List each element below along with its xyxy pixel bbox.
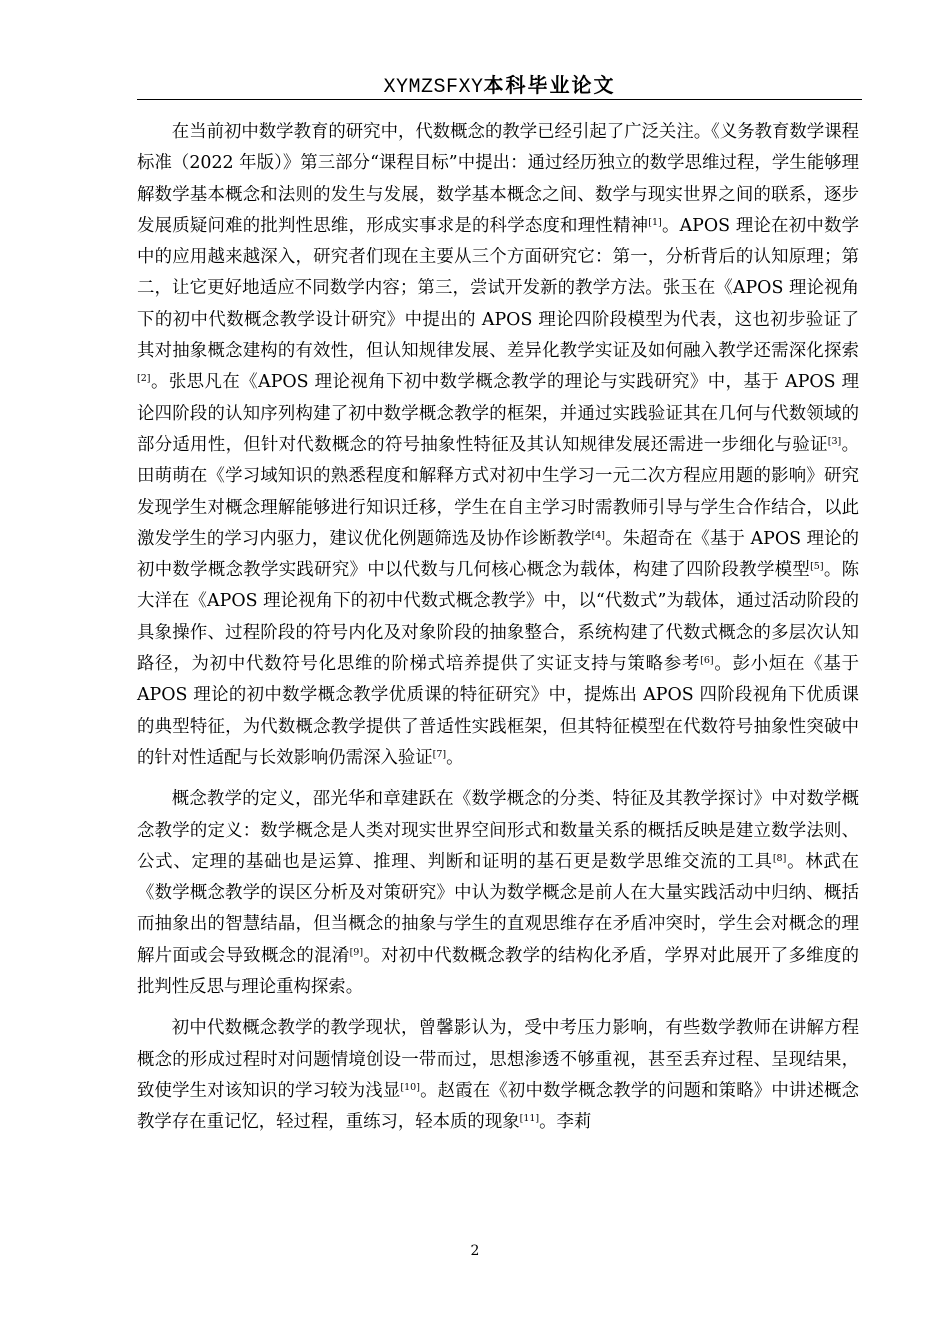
- body-text: [137, 117, 859, 1149]
- citation-ref: [6]: [700, 655, 714, 667]
- text-run: 。赵霞在《初中数学概念教学的问题和策略》中讲述概念教学存在重记忆，轻过程，重练习，轻本质的现象: [137, 1080, 859, 1133]
- paragraph: [137, 1013, 859, 1138]
- text-run: 。李莉: [539, 1112, 592, 1133]
- citation-ref: [7]: [432, 748, 447, 760]
- text-run: 。APOS 理论在初中数学中的应用越来越深入，研究者们现在主要从三个方面研究它：第一，分析背后的认知原理；第二，让它更好地适应不同数学内容；第三，尝试开发新的教学方法。张玉在《APOS 理论视角下的初中代数概念教学设计研究》中提出的 APOS 理论四阶段模型为代表，这也初步验证了其对抽象概念建构的有效性，但认知规律发展、差异化教学实证及如何融入教学还需深化探索: [137, 215, 859, 362]
- header-rule: [137, 99, 862, 100]
- citation-ref: [4]: [591, 529, 606, 541]
- header-title: 本科毕业论文: [483, 73, 616, 97]
- citation-ref: [8]: [772, 852, 787, 864]
- text-run: 概念教学的定义，邵光华和章建跃在《数学概念的分类、特征及其教学探讨》中对数学概念教学的定义：数学概念是人类对现实世界空间形式和数量关系的概括反映是建立数学法则、公式、定理的基础也是运算、推理、判断和证明的基石更是数学思维交流的工具: [137, 789, 859, 872]
- citation-ref: [2]: [137, 373, 151, 385]
- text-run: 。对初中代数概念教学的结构化矛盾，学界对此展开了多维度的批判性反思与理论重构探索。: [137, 945, 859, 998]
- text-run: 。林武在《数学概念教学的误区分析及对策研究》中认为数学概念是前人在大量实践活动中归纳、概括而抽象出的智慧结晶，但当概念的抽象与学生的直观思维存在矛盾冲突时，学生会对概念的理解片面或会导致概念的混淆: [137, 851, 859, 966]
- text-run: 。彭小烜在《基于 APOS 理论的初中数学概念教学优质课的特征研究》中，提炼出 APOS 四阶段视角下优质课的典型特征，为代数概念教学提供了普适性实践框架，但其特征模型在代数符号抽象性突破中的针对性适配与长效影响仍需深入验证: [137, 654, 859, 768]
- citation-ref: [5]: [810, 561, 824, 573]
- citation-ref: [1]: [648, 216, 662, 228]
- page-header: [137, 72, 862, 98]
- text-run: 。田萌萌在《学习域知识的熟悉程度和解释方式对初中生学习一元二次方程应用题的影响》研究发现学生对概念理解能够进行知识迁移，学生在自主学习时需教师引导与学生合作结合，以此激发学生的学习内驱力，建议优化例题筛选及协作诊断教学: [137, 434, 859, 549]
- text-run: 初中代数概念教学的教学现状，曾馨影认为，受中考压力影响，有些数学教师在讲解方程概念的形成过程时对问题情境创设一带而过，思想渗透不够重视，甚至丢弃过程、呈现结果，致使学生对该知识的学习较为浅显: [137, 1018, 859, 1101]
- paragraph: [137, 784, 859, 1003]
- page-number: 2: [470, 1243, 480, 1259]
- paragraph: [137, 117, 859, 774]
- header-code: XYMZSFXY: [383, 76, 484, 99]
- citation-ref: [11]: [519, 1113, 540, 1125]
- text-run: 。陈大洋在《APOS 理论视角下的初中代数式概念教学》中，以“代数式”为载体，通过活动阶段的具象操作、过程阶段的符号内化及对象阶段的抽象整合，系统构建了代数式概念的多层次认知路径，为初中代数符号化思维的阶梯式培养提供了实证支持与策略参考: [137, 560, 859, 675]
- text-run: 。: [446, 747, 464, 768]
- citation-ref: [9]: [349, 946, 364, 958]
- text-run: 。朱超奇在《基于 APOS 理论的初中数学概念教学实践研究》中以代数与几何核心概念为载体，构建了四阶段教学模型: [137, 528, 859, 581]
- citation-ref: [10]: [400, 1081, 420, 1093]
- text-run: 在当前初中数学教育的研究中，代数概念的教学已经引起了广泛关注。《义务教育数学课程标准（2022 年版）》第三部分“课程目标”中提出：通过经历独立的数学思维过程，学生能够理解数学基本概念和法则的发生与发展，数学基本概念之间、数学与现实世界之间的联系，逐步发展质疑问难的批判性思维，形成实事求是的科学态度和理性精神: [137, 122, 859, 236]
- citation-ref: [3]: [827, 435, 842, 447]
- text-run: 。张思凡在《APOS 理论视角下初中数学概念教学的理论与实践研究》中，基于 APOS 理论四阶段的认知序列构建了初中数学概念教学的框架，并通过实践验证其在几何与代数领域的部分适用性，但针对代数概念的符号抽象性特征及其认知规律发展还需进一步细化与验证: [137, 372, 859, 455]
